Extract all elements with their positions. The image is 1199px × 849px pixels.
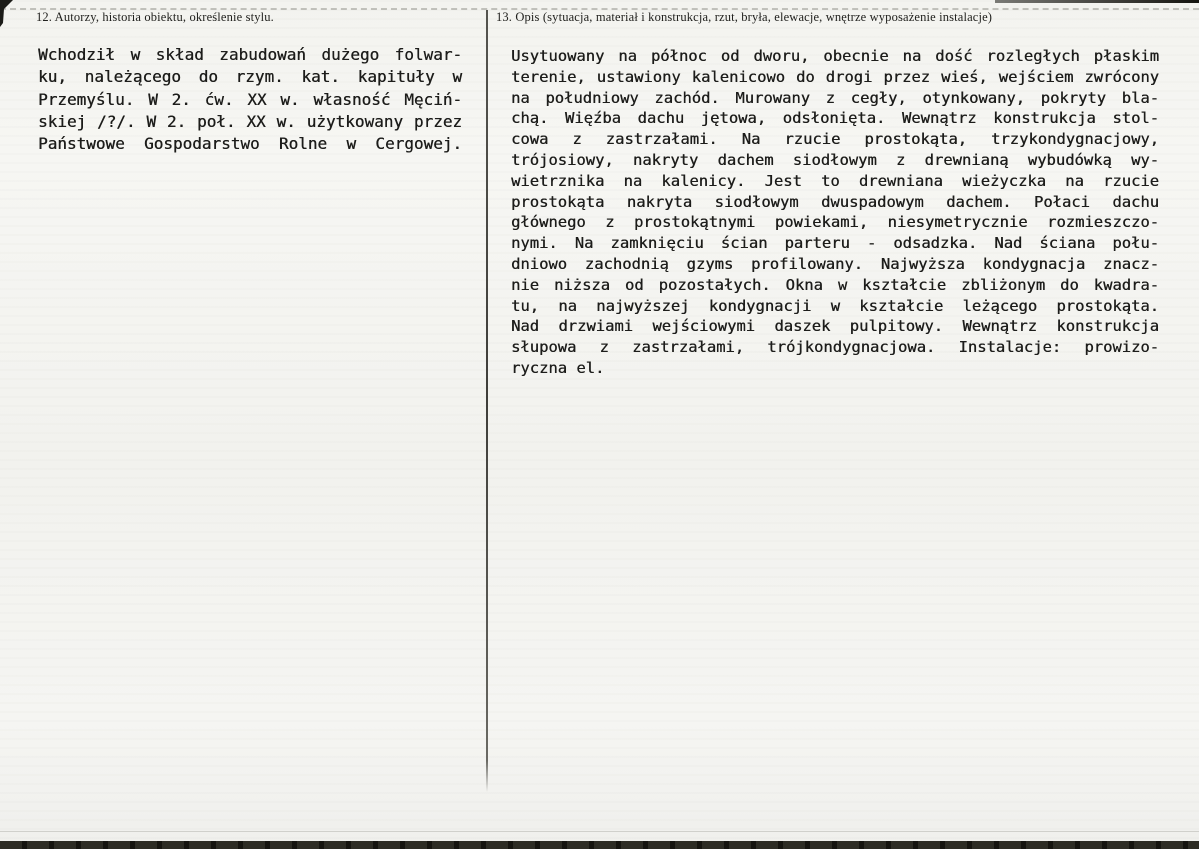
text-line: Przemyślu. W 2. ćw. XX w. własność Męciń- [38, 89, 462, 109]
text-line: nymi. Na zamknięciu ścian parteru - odsadzka. Nad ściana połu- [511, 234, 1159, 253]
text-line: cowa z zastrzałami. Na rzucie prostokąta, trzykondygnacjowy, [511, 130, 1159, 149]
text-line: dniowo zachodnią gzyms profilowany. Najwyższa kondygnacja znacz- [511, 254, 1159, 273]
text-line: Usytuowany na północ od dworu, obecnie na dość rozległych płaskim [511, 47, 1159, 65]
field-13-text-block [511, 46, 1159, 379]
text-line: tu, na najwyższej kondygnacji w kształcie leżącego prostokąta. [511, 296, 1159, 315]
text-line: chą. Więźba dachu jętowa, odsłonięta. Wewnątrz konstrukcja stol- [511, 109, 1159, 128]
text-line: słupowa z zastrzałami, trójkondygnacjowa. Instalacje: prowizo- [511, 338, 1159, 357]
field-12-label: 12. Autorzy, historia obiektu, określenie stylu. [36, 10, 274, 24]
field-13-label: 13. Opis (sytuacja, materiał i konstrukcja, rzut, bryła, elewacje, wnętrze wyposażenie instalacje) [496, 10, 993, 24]
text-line: prostokąta nakryta siodłowym dwuspadowym dachem. Połaci dachu [511, 192, 1159, 211]
scan-edge-artifact [995, 0, 1199, 3]
text-line: nie niższa od pozostałych. Okna w kształcie zbliżonym do kwadra- [511, 275, 1159, 294]
text-line: ku, należącego do rzym. kat. kapituły w [38, 67, 462, 87]
text-line: ryczna el. [511, 358, 605, 377]
text-line: Państwowe Gospodarstwo Rolne w Cergowej. [38, 134, 462, 154]
text-line: skiej /?/. W 2. poł. XX w. użytkowany przez [38, 111, 462, 131]
text-line: na południowy zachód. Murowany z cegły, otynkowany, pokryty bla- [511, 88, 1159, 107]
bottom-faint-rule [0, 831, 1199, 832]
text-line: terenie, ustawiony kalenicowo do drogi przez wieś, wejściem zwrócony [511, 67, 1159, 86]
scan-bottom-edge [0, 841, 1199, 849]
text-line: wietrznika na kalenicy. Jest to drewniana wieżyczka na rzucie [511, 171, 1159, 190]
text-line: Nad drzwiami wejściowymi daszek pulpitowy. Wewnątrz konstrukcja [511, 317, 1159, 336]
text-line: Wchodził w skład zabudowań dużego folwar- [38, 45, 462, 64]
text-line: głównego z prostokątnymi powiekami, niesymetrycznie rozmieszczo- [511, 213, 1159, 232]
field-12-text-block [38, 44, 462, 155]
scan-corner-artifact [0, 0, 14, 27]
column-divider-line [486, 10, 488, 792]
text-line: trójosiowy, nakryty dachem siodłowym z drewnianą wybudówką wy- [511, 150, 1159, 169]
